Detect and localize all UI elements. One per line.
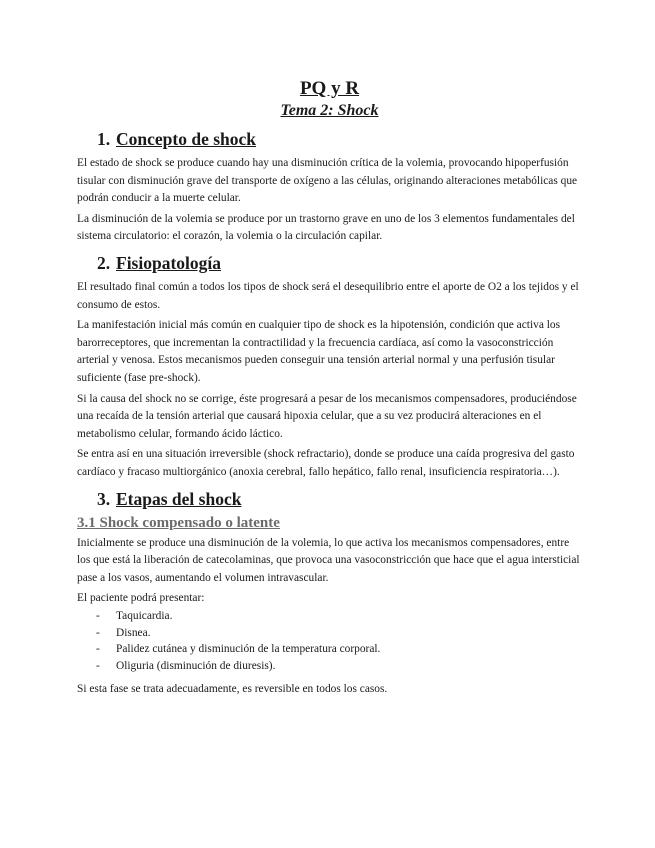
bullet-dash: -: [96, 609, 100, 622]
section-title: Fisiopatología: [116, 252, 222, 273]
document-title: PQ y R: [299, 78, 360, 99]
paragraph: Inicialmente se produce una disminución de la volemia, lo que activa los mecanismos compensadores, entre los que está la liberación de catecolaminas, que provoca una vasoconstricción que hace que el agua intersticial pase a los vasos, aumentando el volumen intravascular.: [77, 536, 580, 584]
paragraph: Si la causa del shock no se corrige, éste progresará a pesar de los mecanismos compensadores, produciéndose una recaída de la tensión arterial que causará hipoxia celular, que a su vez producirá alteraciones en el metabolismo celular, formando ácido láctico.: [77, 392, 577, 440]
paragraph: La disminución de la volemia se produce por un trastorno grave en uno de los 3 elementos fundamentales del sistema circulatorio: el corazón, la volemia o la circulación capilar.: [77, 212, 575, 243]
list-item: [77, 625, 580, 642]
symptom-list: [77, 608, 580, 675]
section-heading-etapas: [77, 488, 580, 510]
section-title: Etapas del shock: [116, 488, 242, 509]
document-body: [77, 77, 580, 699]
bullet-dash: -: [96, 660, 100, 673]
list-item-text: Disnea.: [116, 626, 151, 639]
list-item: [77, 608, 580, 625]
paragraph: El paciente podrá presentar:: [77, 592, 205, 605]
list-item: [77, 658, 580, 675]
list-item-text: Palidez cutánea y disminución de la temperatura corporal.: [116, 643, 381, 656]
bullet-dash: -: [96, 626, 100, 639]
section-number: 1.: [97, 129, 111, 149]
bullet-dash: -: [96, 643, 100, 656]
section-title: Concepto de shock: [116, 129, 257, 149]
list-item: [77, 641, 580, 658]
section-number: 2.: [97, 252, 111, 273]
list-item-text: Taquicardia.: [116, 609, 173, 622]
section-number: 3.: [97, 488, 111, 509]
document-subtitle: Tema 2: Shock: [280, 102, 379, 119]
paragraph: El resultado final común a todos los tipos de shock será el desequilibrio entre el aporte de O2 a los tejidos y el consumo de estos.: [77, 280, 579, 311]
paragraph: La manifestación inicial más común en cualquier tipo de shock es la hipotensión, condición que activa los barorreceptores, que incrementan la contractilidad y la frecuencia cardíaca, así como la vasoconstricción arterial y venosa. Estos mecanismos pueden conseguir una tensión arterial normal y una perfusión tisular suficiente (fase pre-shock).: [77, 319, 561, 384]
paragraph: Se entra así en una situación irreversible (shock refractario), donde se produce una caída progresiva del gasto cardíaco y fracaso multiorgánico (anoxia cerebral, fallo hepático, fallo renal, insuficiencia respiratoria…).: [77, 448, 575, 478]
section-heading-fisiopatologia: [77, 252, 580, 274]
section-heading-concepto: [77, 128, 580, 150]
paragraph: El estado de shock se produce cuando hay una disminución crítica de la volemia, provocando hipoperfusión tisular con disminución grave del transporte de oxígeno a las células, originando alteraciones metabólicas que podrán conducir a la muerte celular.: [77, 157, 578, 205]
subsection-heading: 3.1 Shock compensado o latente: [77, 514, 280, 531]
list-item-text: Oliguria (disminución de diuresis).: [116, 660, 276, 673]
paragraph: Si esta fase se trata adecuadamente, es reversible en todos los casos.: [77, 683, 388, 696]
